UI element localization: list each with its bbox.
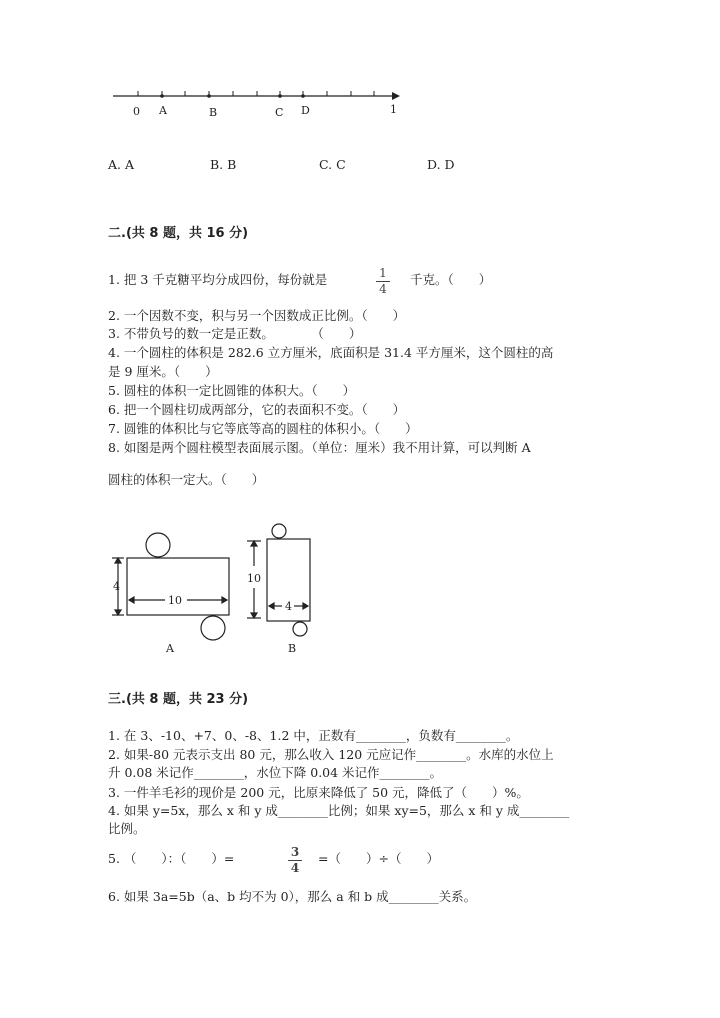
- label-c: C: [275, 106, 284, 119]
- point-marker: [301, 94, 305, 98]
- label-1: 1: [390, 103, 397, 116]
- label-0: 0: [133, 105, 140, 118]
- s2-q4: 4. 一个圆柱的体积是 282.6 立方厘米，底面积是 31.4 平方厘米，这个圆柱的高: [108, 345, 554, 360]
- label-a: A: [159, 104, 167, 117]
- s3-q6: 6. 如果 3a=5b（a、b 均不为 0），那么 a 和 b 成________关系。: [108, 889, 477, 904]
- denominator: 4: [290, 861, 300, 875]
- number-line: [113, 91, 400, 119]
- s2-q8: 8. 如图是两个圆柱模型表面展示图。（单位：厘米）我不用计算，可以判断 A: [108, 440, 531, 455]
- label-d: D: [301, 104, 310, 117]
- net-b-height: 10: [247, 572, 261, 585]
- section2-heading: 二.(共 8 题，共 16 分): [108, 226, 249, 241]
- s3-q5-fraction: [288, 846, 302, 875]
- s2-q3: 3. 不带负号的数一定是正数。 （ ）: [108, 326, 362, 341]
- s2-q8-cont: 圆柱的体积一定大。（ ）: [108, 472, 265, 487]
- section3-heading: 三.(共 8 题，共 23 分): [108, 692, 249, 707]
- option-b: B. B: [210, 157, 237, 172]
- s2-q1-text-after: 千克。（ ）: [410, 272, 492, 287]
- option-a: A. A: [108, 157, 135, 172]
- net-a-bottom-circle: [201, 616, 225, 640]
- net-b-label: B: [288, 642, 297, 655]
- arrow-icon: [392, 92, 400, 100]
- denominator: 4: [379, 282, 387, 296]
- s2-q7: 7. 圆锥的体积比与它等底等高的圆柱的体积小。（ ）: [108, 421, 418, 436]
- cylinder-nets: [112, 524, 310, 640]
- net-a-label: A: [166, 642, 174, 655]
- net-b-top-circle: [272, 524, 286, 538]
- s3-q4: 4. 如果 y=5x，那么 x 和 y 成________比例；如果 xy=5，那么 x 和 y 成________: [108, 803, 570, 818]
- s3-q3: 3. 一件羊毛衫的现价是 200 元，比原来降低了 50 元，降低了（ ）%。: [108, 785, 529, 800]
- numerator: 3: [290, 845, 300, 859]
- option-c: C. C: [319, 157, 346, 172]
- s2-q4-cont: 是 9 厘米。（ ）: [108, 364, 218, 379]
- net-a-width: 10: [168, 594, 182, 607]
- s3-q5-text-after: =（ ）÷（ ）: [318, 851, 439, 866]
- s2-q2: 2. 一个因数不变，积与另一个因数成正比例。（ ）: [108, 308, 406, 323]
- net-b-bottom-circle: [293, 622, 307, 636]
- s2-q6: 6. 把一个圆柱切成两部分，它的表面积不变。（ ）: [108, 402, 406, 417]
- net-a-top-circle: [146, 533, 170, 557]
- s3-q2: 2. 如果-80 元表示支出 80 元，那么收入 120 元应记作________。水库的水位上: [108, 747, 554, 762]
- point-marker: [278, 94, 282, 98]
- point-marker: [207, 94, 211, 98]
- s3-q2-cont: 升 0.08 米记作________，水位下降 0.04 米记作________。: [108, 765, 443, 780]
- s2-q5: 5. 圆柱的体积一定比圆锥的体积大。（ ）: [108, 383, 356, 398]
- s2-q1-fraction: [376, 267, 390, 296]
- label-b: B: [209, 106, 218, 119]
- s3-q5-text: 5. （ ）：（ ）=: [108, 851, 235, 866]
- s3-q4-cont: 比例。: [108, 821, 146, 836]
- s2-q1-text: 1. 把 3 千克糖平均分成四份，每份就是: [108, 272, 328, 287]
- net-b-width: 4: [285, 600, 292, 613]
- s3-q1: 1. 在 3、-10、+7、0、-8、1.2 中，正数有________，负数有________。: [108, 728, 519, 743]
- point-marker: [160, 94, 164, 98]
- net-a-height: 4: [113, 580, 120, 593]
- numerator: 1: [379, 266, 387, 280]
- option-d: D. D: [427, 157, 455, 172]
